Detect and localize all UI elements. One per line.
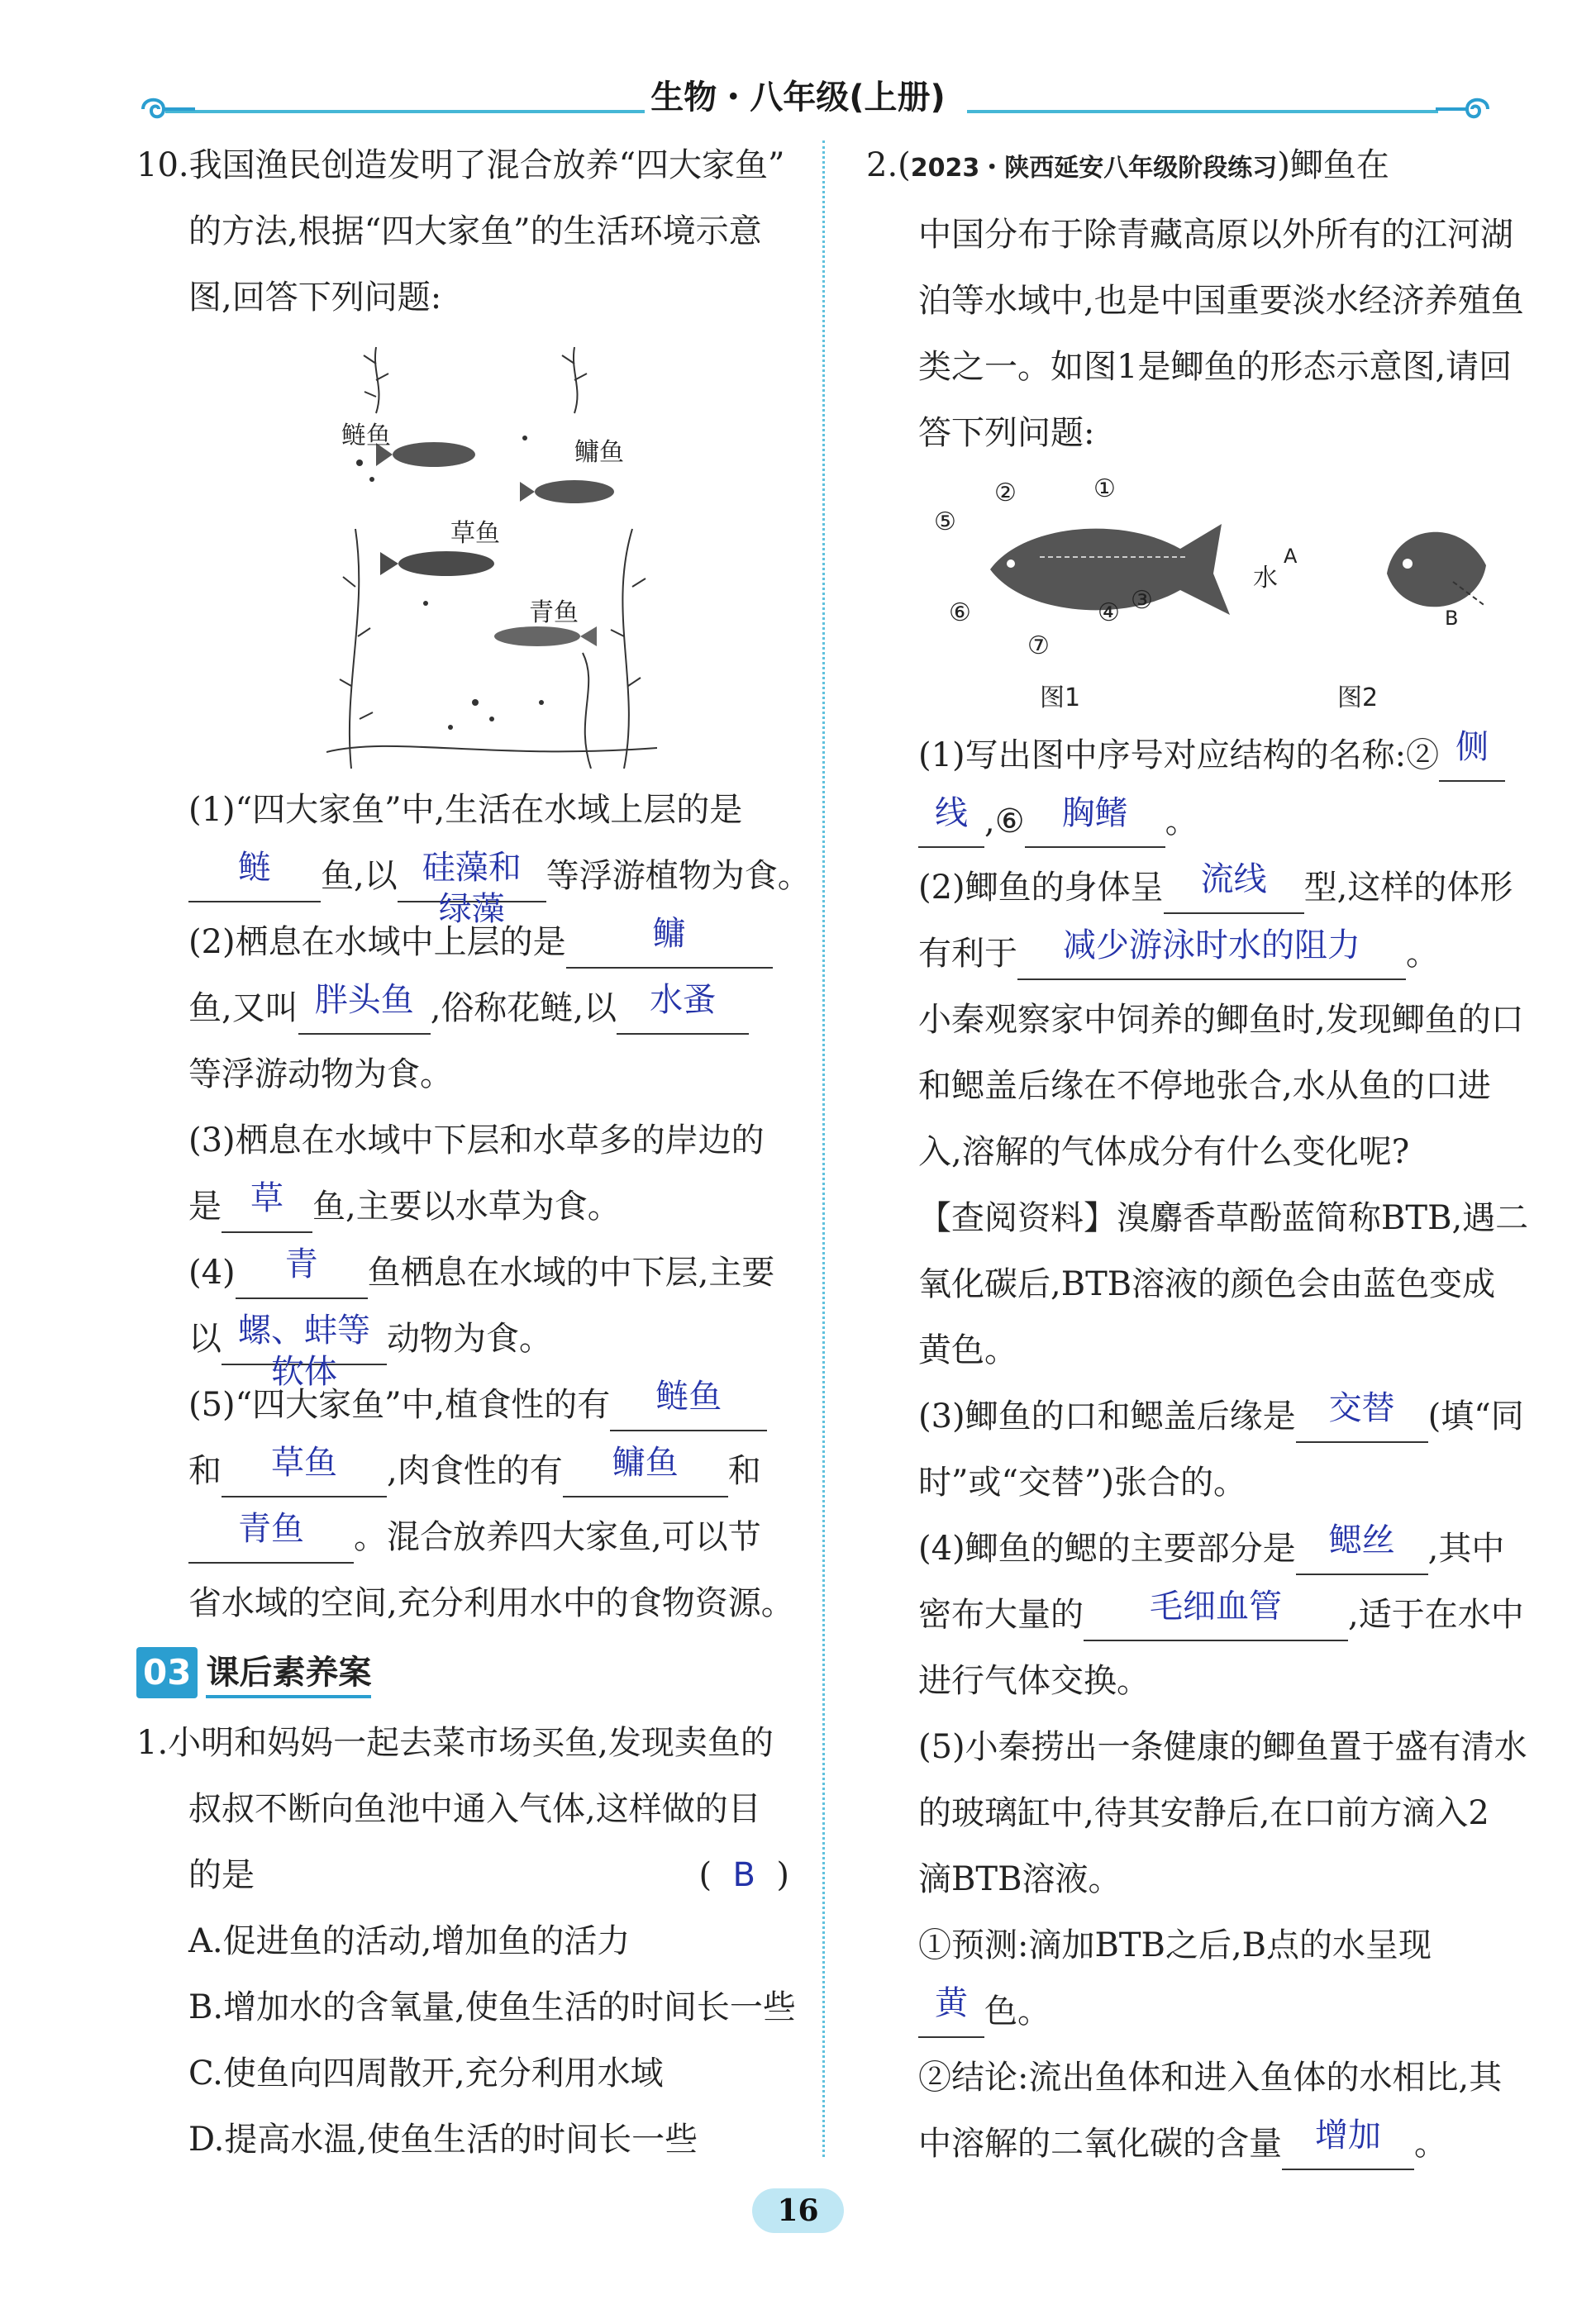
q10-s2-line2: 鱼,又叫 胖头鱼 ,俗称花鲢,以 水蚤 (136, 975, 789, 1041)
answer-blank[interactable]: 鳃丝 (1296, 1532, 1428, 1575)
q2-para1-line3: 入,溶解的气体成分有什么变化呢? (918, 1133, 1410, 1171)
answer-blank[interactable]: 螺、蚌等 软体 (222, 1322, 387, 1365)
answer-blank[interactable]: 青 (236, 1256, 368, 1299)
q2-line-5: 答下列问题: (918, 414, 1095, 452)
q10-s3-line1: (3)栖息在水域中下层和水草多的岸边的 (188, 1121, 765, 1159)
q10-s5-line2: 和 草鱼 ,肉食性的有 鳙鱼 和 (136, 1438, 789, 1504)
answer-blank[interactable]: 草鱼 (222, 1455, 387, 1497)
q2-s5-line2: 的玻璃缸中,待其安静后,在口前方滴入2 (918, 1794, 1489, 1832)
q2-para1-line2: 和鳃盖后缘在不停地张合,水从鱼的口进 (918, 1067, 1491, 1105)
crucian-carp-figure (866, 474, 1519, 714)
section-badge: 03 (136, 1647, 198, 1698)
answer-blank[interactable]: 侧 (1439, 739, 1505, 782)
left-column (136, 132, 811, 2173)
fish-habitat-illustration (326, 339, 657, 769)
choice-answer: ( B ) (698, 1856, 789, 1894)
fig-num-1: ① (1093, 474, 1116, 503)
q10-s3-line2: 是 草 鱼,主要以水草为食。 (136, 1174, 789, 1240)
q2-s6-line2: 黄 色。 (866, 1978, 1519, 2045)
answer-blank[interactable]: 毛细血管 (1084, 1598, 1348, 1641)
section-title: 课后素养案 (206, 1646, 371, 1698)
right-column (866, 132, 1529, 2177)
fig-point-b: B (1445, 607, 1459, 630)
q2-line-1: 2.(2023・陕西延安八年级阶段练习)鲫鱼在 (866, 146, 1389, 184)
answer-blank[interactable]: 胖头鱼 (298, 992, 431, 1035)
q1-option-a: A.促进鱼的活动,增加鱼的活力 (188, 1922, 631, 1960)
fig-caption-1: 图1 (1040, 683, 1081, 712)
q2-para2-line3: 黄色。 (918, 1331, 1017, 1369)
q1-option-d: D.提高水温,使鱼生活的时间长一些 (188, 2121, 698, 2159)
page-header (0, 0, 1596, 132)
q10-s1-line1: (1)“四大家鱼”中,生活在水域上层的是 (188, 791, 743, 829)
answer-blank[interactable]: 草 (222, 1190, 312, 1233)
answer-blank[interactable]: 鲢 (188, 859, 321, 902)
fig-num-3: ③ (1131, 586, 1153, 615)
answer-blank[interactable]: 交替 (1296, 1400, 1428, 1443)
fig-num-7: ⑦ (1027, 631, 1050, 660)
section-header (136, 1646, 789, 1698)
q2-para2-line2: 氧化碳后,BTB溶液的颜色会由蓝色变成 (918, 1265, 1496, 1303)
q2-s1-line2: 线 ,⑥ 胸鳍 。 (866, 788, 1519, 855)
answer-blank[interactable]: 水蚤 (617, 992, 749, 1035)
four-fish-habitat-figure (136, 339, 789, 769)
q2-s7-line1: ②结论:流出鱼体和进入鱼体的水相比,其 (918, 2059, 1503, 2097)
q2-s5-line3: 滴BTB溶液。 (918, 1860, 1122, 1898)
header-title: 生物・八年级(上册) (650, 79, 946, 117)
label-silver-carp: 鲢鱼 (341, 421, 391, 450)
answer-blank[interactable]: 鳙 (566, 926, 773, 969)
q10-s5-line3: 青鱼 。混合放养四大家鱼,可以节 (136, 1504, 789, 1570)
q10-line-3: 图,回答下列问题: (188, 279, 442, 317)
page-number: 16 (0, 2188, 1596, 2233)
answer-blank[interactable]: 流线 (1164, 871, 1304, 914)
q2-s2-line2: 有利于 减少游泳时水的阻力 。 (866, 921, 1519, 987)
q2-s4-line3: 进行气体交换。 (918, 1662, 1150, 1700)
fig-num-4: ④ (1098, 598, 1120, 627)
answer-blank[interactable]: 鳙鱼 (563, 1455, 728, 1497)
q1-option-b: B.增加水的含氧量,使鱼生活的时间长一些 (188, 1988, 796, 2026)
q10-line-1: 10.我国渔民创造发明了混合放养“四大家鱼” (136, 146, 785, 184)
fig-num-6: ⑥ (949, 598, 971, 627)
column-divider (822, 140, 825, 2157)
q1-line-3: 的是 ( B ) (136, 1842, 789, 1908)
q10-s2-line3: 等浮游动物为食。 (188, 1055, 453, 1093)
q2-s3-line2: 时”或“交替”)张合的。 (918, 1464, 1246, 1502)
q2-line-4: 类之一。如图1是鲫鱼的形态示意图,请回 (918, 348, 1513, 386)
q2-s5-line1: (5)小秦捞出一条健康的鲫鱼置于盛有清水 (918, 1728, 1527, 1766)
answer-blank[interactable]: 减少游泳时水的阻力 (1017, 937, 1406, 980)
q2-s3-line1: (3)鲫鱼的口和鳃盖后缘是 交替 (填“同 (866, 1383, 1519, 1450)
label-bighead-carp: 鳙鱼 (574, 438, 624, 467)
fig-point-a: A (1284, 545, 1298, 568)
q10-s4-line2: 以 螺、蚌等 软体 动物为食。 (188, 1312, 552, 1391)
q2-para1-line1: 小秦观察家中饲养的鲫鱼时,发现鲫鱼的口 (918, 1001, 1524, 1039)
q10-s2-line1: (2)栖息在水域中上层的是 鳙 (136, 909, 789, 975)
q2-s7-line2: 中溶解的二氧化碳的含量 增加 。 (866, 2111, 1519, 2177)
q2-s2-line1: (2)鲫鱼的身体呈 流线 型,这样的体形 (866, 855, 1519, 921)
fig-caption-2: 图2 (1337, 683, 1379, 712)
q10-s5-line1: (5)“四大家鱼”中,植食性的有 鲢鱼 (136, 1372, 789, 1438)
answer-blank[interactable]: 黄 (918, 1995, 984, 2038)
q1-option-c: C.使鱼向四周散开,充分利用水域 (188, 2055, 664, 2093)
q10-s1-line2: 鲢 鱼,以 硅藻和 绿藻 等浮游植物为食。 (136, 843, 789, 909)
fig-water-label: 水 (1253, 564, 1278, 593)
q10-s5-line4: 省水域的空间,充分利用水中的食物资源。 (188, 1584, 794, 1622)
q1-line-2: 叔叔不断向鱼池中通入气体,这样做的目 (188, 1790, 761, 1828)
q1-line-1: 1.小明和妈妈一起去菜市场买鱼,发现卖鱼的 (136, 1724, 774, 1762)
label-black-carp: 青鱼 (529, 598, 579, 627)
answer-blank[interactable]: 青鱼 (188, 1521, 354, 1564)
q2-s6-line1: ①预测:滴加BTB之后,B点的水呈现 (918, 1926, 1432, 1964)
fig-num-5: ⑤ (934, 507, 956, 536)
fig-num-2: ② (994, 479, 1017, 507)
answer-blank[interactable]: 鲢鱼 (610, 1388, 767, 1431)
answer-blank[interactable]: 增加 (1282, 2127, 1414, 2170)
q2-s4-line2: 密布大量的 毛细血管 ,适于在水中 (866, 1582, 1519, 1648)
q10-line-2: 的方法,根据“四大家鱼”的生活环境示意 (188, 212, 762, 250)
answer-blank[interactable]: 线 (918, 805, 984, 848)
q10-s4-line1: (4) 青 鱼栖息在水域的中下层,主要 (136, 1240, 789, 1306)
q2-s1-line1: (1)写出图中序号对应结构的名称:② 侧 (866, 722, 1519, 788)
answer-blank[interactable]: 硅藻和 绿藻 (398, 859, 546, 902)
q2-s4-line1: (4)鲫鱼的鳃的主要部分是 鳃丝 ,其中 (866, 1516, 1519, 1582)
answer-blank[interactable]: 胸鳍 (1025, 805, 1165, 848)
q2-line-2: 中国分布于除青藏高原以外所有的江河湖 (918, 216, 1513, 254)
q2-line-3: 泊等水域中,也是中国重要淡水经济养殖鱼 (918, 282, 1524, 320)
q2-para2-line1: 【查阅资料】溴麝香草酚蓝简称BTB,遇二 (918, 1199, 1529, 1237)
label-grass-carp: 草鱼 (450, 519, 500, 548)
